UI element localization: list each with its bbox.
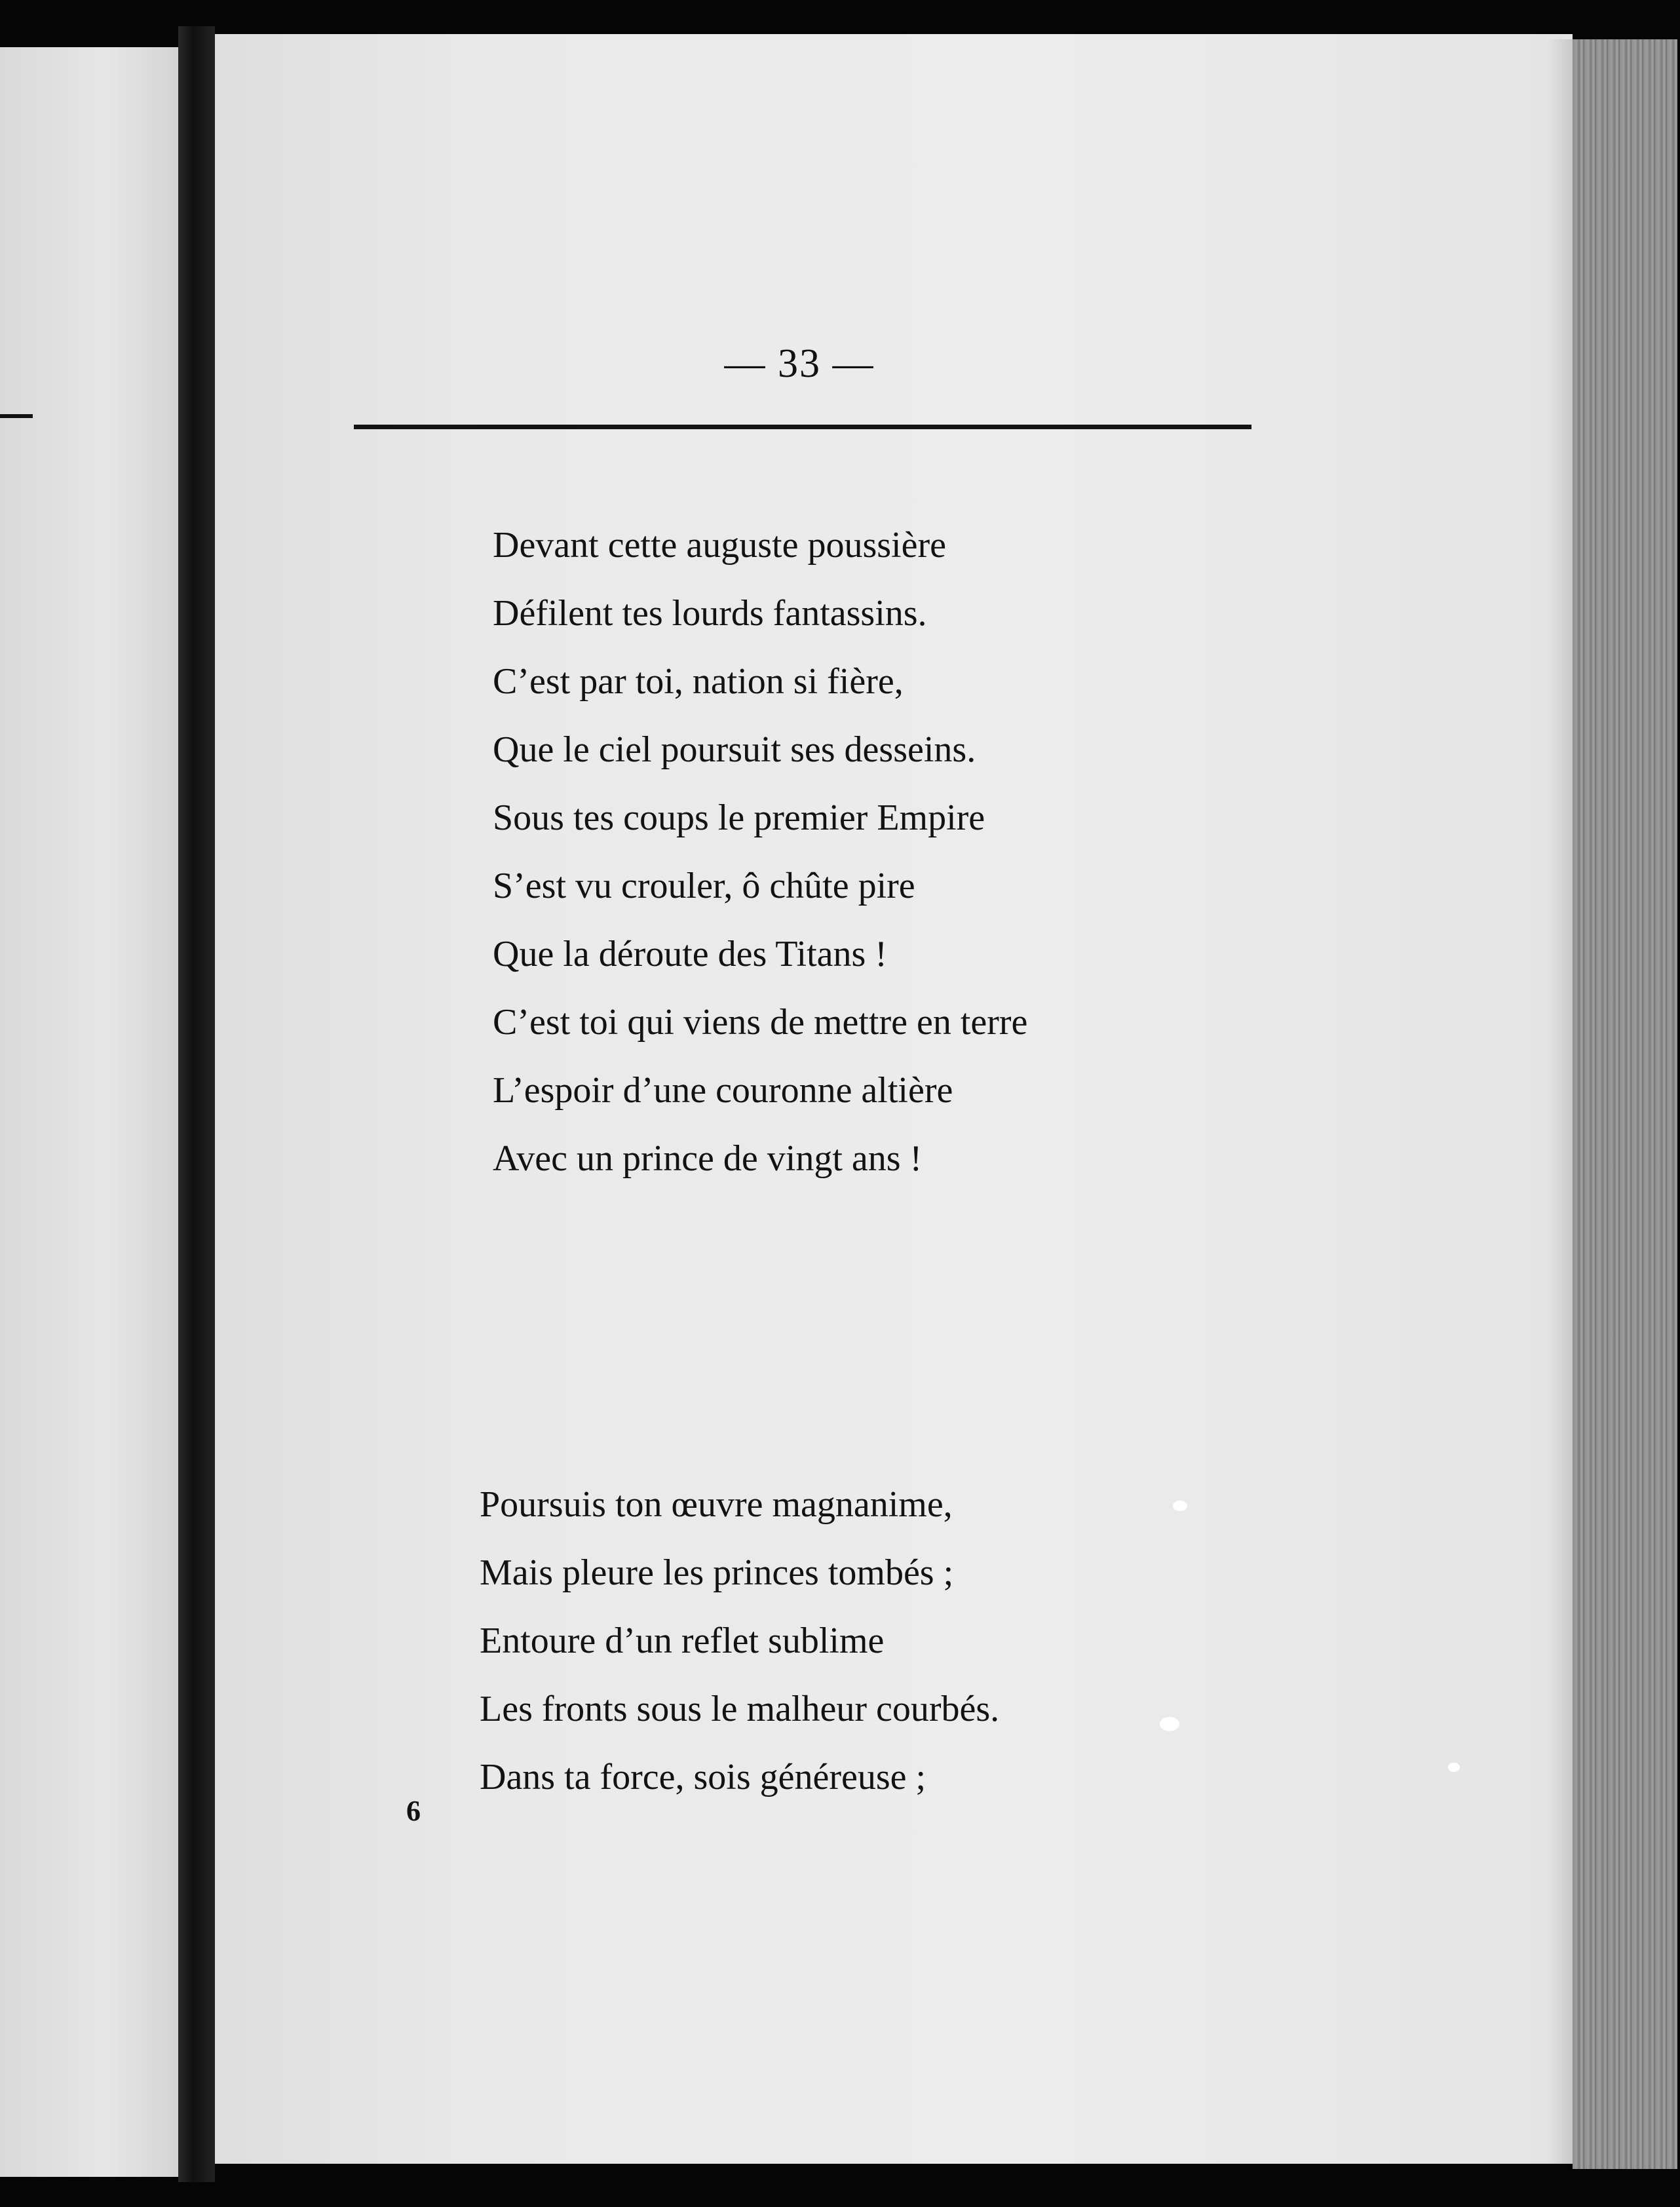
paper-speck [1160,1717,1179,1731]
verse-line: C’est toi qui viens de mettre en terre [493,1002,1028,1043]
verse-line: Dans ta force, sois généreuse ; [480,1757,926,1797]
page-block-edge [1573,39,1677,2169]
verse-line: Les fronts sous le malheur courbés. [480,1689,1000,1729]
stanza-1 [493,511,1027,1193]
verse-line: Entoure d’un reflet sublime [480,1621,885,1661]
verse-line: Défilent tes lourds fantassins. [493,593,927,634]
verse-line: Avec un prince de vingt ans ! [493,1138,923,1179]
book-gutter [178,26,215,2182]
paper-speck [1173,1501,1187,1511]
verse-line: Que la déroute des Titans ! [493,934,887,974]
signature-mark: 6 [406,1795,421,1827]
verse-line: Que le ciel poursuit ses desseins. [493,729,976,770]
verse-line: Sous tes coups le premier Empire [493,797,985,838]
verse-line: C’est par toi, nation si fière, [493,661,904,702]
header-rule [354,425,1251,429]
verse-line: Mais pleure les princes tombés ; [480,1552,954,1593]
verse-line: Poursuis ton œuvre magnanime, [480,1484,953,1525]
paper-speck [1448,1763,1460,1772]
page-number: — 33 — [724,341,875,386]
facing-page-edge [0,47,178,2177]
verse-line: Devant cette auguste poussière [493,525,946,566]
facing-page-mark [0,414,33,418]
stanza-2 [480,1470,999,1811]
verse-line: S’est vu crouler, ô chûte pire [493,866,915,906]
verse-line: L’espoir d’une couronne altière [493,1070,953,1111]
